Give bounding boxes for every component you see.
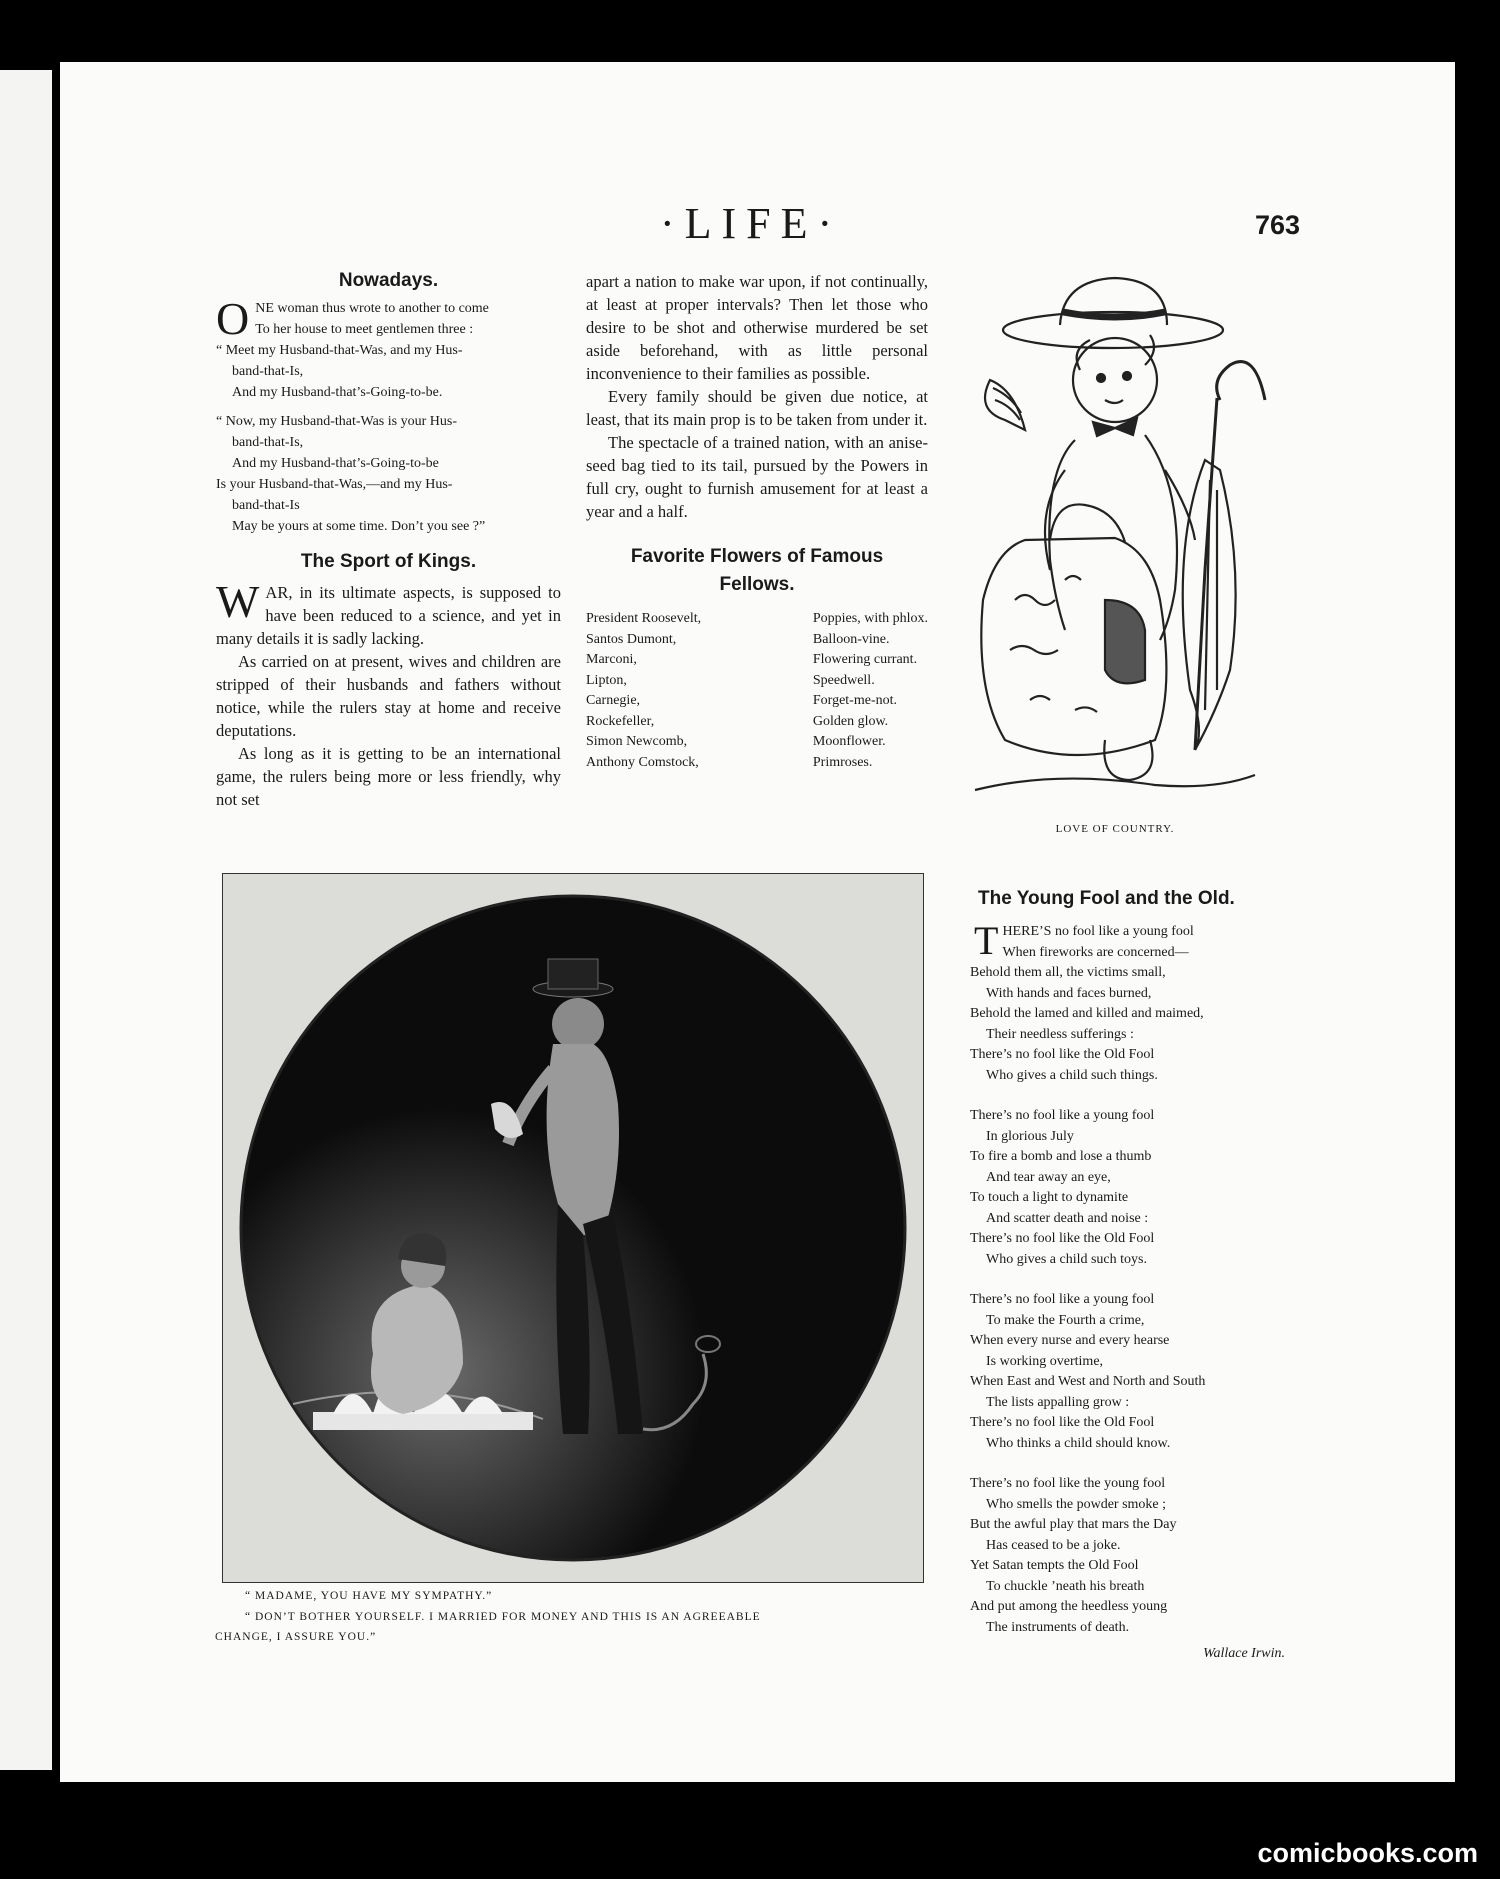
- watermark: comicbooks.com: [1257, 1838, 1478, 1868]
- nowadays-stanza-1: “ Meet my Husband-that-Was, and my Hus- band-that-Is, And my Husband-that’s-Going-to-be.: [216, 343, 463, 400]
- sport-paragraph-6: The spectacle of a trained nation, with an anise-seed bag tied to its tail, pursued by the Powers in full cry, ought to furnish amusement for at least a year and a half.: [586, 433, 928, 521]
- masthead: ·LIFE·: [660, 199, 843, 248]
- sport-paragraph-5: Every family should be given due notice, at least, that its main prop is to be taken from under it.: [586, 387, 928, 429]
- nowadays-stanza-2: “ Now, my Husband-that-Was is your Hus- band-that-Is, And my Husband-that’s-Going-to-be Is your Husband-that-Was,—and my Hus- band-that-Is May be yours at some time. Don’t you see ?”: [216, 414, 486, 534]
- flowers-title: Favorite Flowers of Famous Fellows.: [630, 546, 884, 595]
- bow-tie: [1093, 418, 1137, 436]
- cupid-head: [1073, 338, 1157, 422]
- sport-paragraph-3: As long as it is getting to be an international game, the rulers being more or less friendly, why not set: [216, 744, 561, 809]
- fire-pit: [313, 1412, 533, 1430]
- flowers-table: [586, 609, 928, 773]
- sport-of-kings-title: The Sport of Kings.: [300, 551, 477, 572]
- poem-dropcap: T: [974, 918, 999, 963]
- famous-names-column: President Roosevelt, Santos Dumont, Marconi, Lipton, Carnegie, Rockefeller, Simon Newcomb, Anthony Comstock,: [586, 611, 702, 770]
- cartoon-frame: [222, 873, 924, 1583]
- devil-hat: [548, 959, 598, 989]
- cupid-caption: LOVE OF COUNTRY.: [1055, 823, 1175, 835]
- favorite-flowers-column: Poppies, with phlox. Balloon-vine. Flowering currant. Speedwell. Forget-me-not. Golden glow. Moonflower. Primroses.: [812, 611, 928, 770]
- devil-head: [552, 998, 604, 1050]
- page-number: 763: [1255, 210, 1301, 240]
- previous-page-edge: [0, 70, 52, 1770]
- cartoon-caption-3: CHANGE, I ASSURE YOU.”: [215, 1631, 377, 1643]
- nowadays-dropcap: O: [216, 293, 250, 344]
- nowadays-title: Nowadays.: [338, 270, 439, 291]
- sport-paragraph-4: apart a nation to make war upon, if not continually, at least at proper intervals? Then let those who desire to be shot and otherwise murdered be set aside beforehand, with as little personal inconvenience to their families as possible.: [586, 272, 928, 383]
- bag-handle: [1050, 504, 1125, 542]
- cupid-drawing: [955, 270, 1275, 810]
- poem-title: The Young Fool and the Old.: [978, 888, 1235, 909]
- nowadays-article: [216, 270, 561, 811]
- nowadays-intro: O NE woman thus wrote to another to come To her house to meet gentlemen three :: [216, 293, 489, 344]
- umbrella-handle: [1217, 362, 1265, 400]
- poem-stanza-4: There’s no fool like the young fool Who smells the powder smoke ; But the awful play that mars the Day Has ceased to be a joke. Yet Satan tempts the Old Fool To chuckle ’neath his breath And put among the heedless young The instruments of death.: [970, 1476, 1177, 1635]
- cartoon-illustration: [223, 874, 923, 1582]
- poem-stanza-3: There’s no fool like a young fool To make the Fourth a crime, When every nurse and every hearse Is working overtime, When East and West and North and South The lists appalling grow : There’s no fool like the Old Fool Who thinks a child should know.: [970, 1292, 1206, 1451]
- cartoon-caption-1: “ MADAME, YOU HAVE MY SYMPATHY.”: [245, 1590, 493, 1602]
- sport-dropcap: W: [216, 576, 260, 627]
- cartoon-caption-2: “ DON’T BOTHER YOURSELF. I MARRIED FOR MONEY AND THIS IS AN AGREEABLE: [245, 1611, 761, 1623]
- poem-author: Wallace Irwin.: [1203, 1646, 1285, 1661]
- sport-paragraph-2: As carried on at present, wives and children are stripped of their husbands and fathers without notice, while the rulers stay at home and receive deputations.: [216, 652, 561, 740]
- poem-article: [970, 888, 1305, 1662]
- cupid-foot: [1104, 740, 1152, 780]
- sport-continuation: [586, 270, 928, 773]
- poem-stanza-1: T HERE’S no fool like a young fool When fireworks are concerned— Behold them all, the victims small, With hands and faces burned, Behold the lamed and killed and maimed, Their needless sufferings : There’s no fool like the Old Fool Who gives a child such things.: [970, 918, 1204, 1083]
- cupid-illustration: [955, 270, 1275, 835]
- poem-stanza-2: There’s no fool like a young fool In glorious July To fire a bomb and lose a thumb And tear away an eye, To touch a light to dynamite And scatter death and noise : There’s no fool like the Old Fool Who gives a child such toys.: [970, 1108, 1155, 1267]
- bag-clasp: [1105, 600, 1145, 683]
- sport-paragraph-1: WAR, in its ultimate aspects, is supposed to have been reduced to a science, and yet in many details it is sadly lacking.: [216, 576, 561, 648]
